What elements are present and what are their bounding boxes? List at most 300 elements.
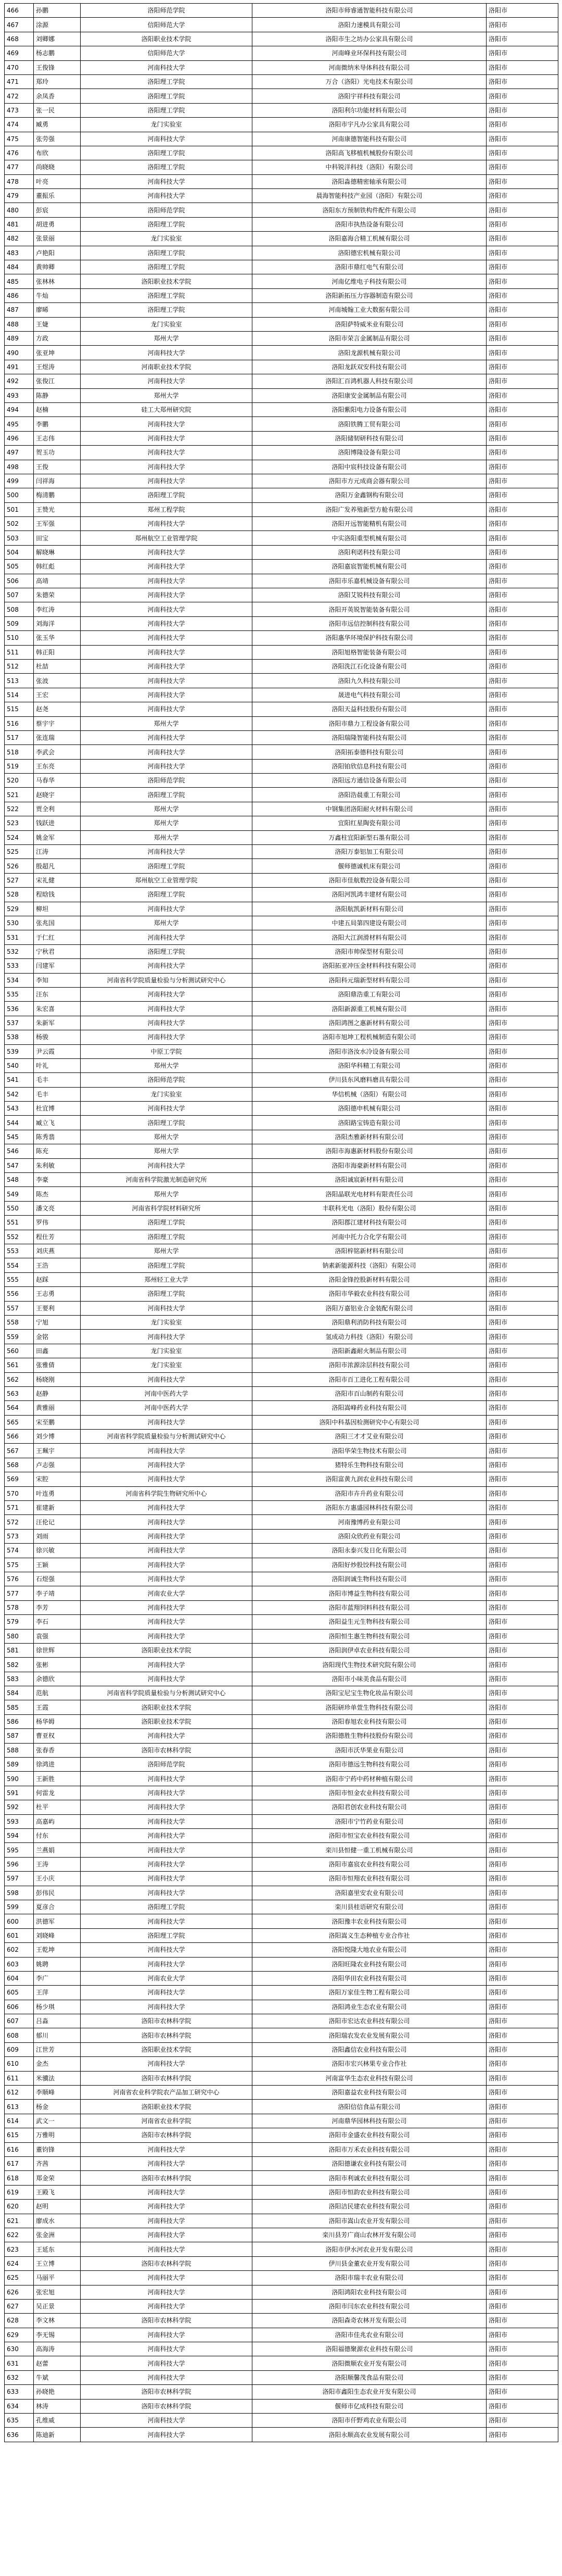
table-row <box>5 645 558 659</box>
table-row <box>5 1144 558 1158</box>
company-cell: 洛阳市鼎力工程设备有限公司 <box>252 716 487 730</box>
city-cell: 洛阳市 <box>487 517 558 531</box>
person-name-cell: 王军强 <box>34 517 81 531</box>
company-cell: 洛阳拓亚冲压金材料科技有限公司 <box>252 959 487 973</box>
row-number-cell: 605 <box>5 1986 34 2000</box>
person-name-cell: 毛丰 <box>34 1073 81 1087</box>
university-cell: 龙门实验室 <box>81 317 252 331</box>
city-cell: 洛阳市 <box>487 2086 558 2100</box>
person-name-cell: 刘庆燕 <box>34 1244 81 1258</box>
city-cell: 洛阳市 <box>487 1058 558 1072</box>
university-cell: 河南科技大学 <box>81 1872 252 1886</box>
person-name-cell: 廖成水 <box>34 2214 81 2228</box>
company-cell: 洛阳市蓝翔饲料科技有限公司 <box>252 1600 487 1614</box>
person-name-cell: 梅清鹏 <box>34 488 81 502</box>
company-cell: 洛阳艾锐科技有限公司 <box>252 588 487 602</box>
city-cell: 洛阳市 <box>487 2428 558 2442</box>
row-number-cell: 526 <box>5 859 34 873</box>
person-name-cell: 刘卿娜 <box>34 32 81 46</box>
person-name-cell: 余德欣 <box>34 1672 81 1686</box>
table-row <box>5 260 558 274</box>
person-name-cell: 李广 <box>34 1971 81 1985</box>
city-cell: 洛阳市 <box>487 1829 558 1843</box>
city-cell: 洛阳市 <box>487 1358 558 1372</box>
person-name-cell: 张金洲 <box>34 2228 81 2242</box>
row-number-cell: 611 <box>5 2071 34 2085</box>
university-cell: 河南科技大学 <box>81 1572 252 1586</box>
row-number-cell: 533 <box>5 959 34 973</box>
person-name-cell: 孔维威 <box>34 2414 81 2428</box>
person-name-cell: 宁旭 <box>34 1315 81 1329</box>
city-cell: 洛阳市 <box>487 189 558 203</box>
row-number-cell: 490 <box>5 346 34 360</box>
company-cell: 洛阳市宏达农业科技有限公司 <box>252 2014 487 2028</box>
person-name-cell: 王新胜 <box>34 1772 81 1786</box>
person-name-cell: 程仕芳 <box>34 1230 81 1244</box>
city-cell: 洛阳市 <box>487 260 558 274</box>
university-cell: 洛阳师范学院 <box>81 4 252 18</box>
row-number-cell: 602 <box>5 1943 34 1957</box>
row-number-cell: 486 <box>5 288 34 302</box>
table-row <box>5 160 558 174</box>
table-row <box>5 1843 558 1857</box>
person-name-cell: 赵踩 <box>34 1272 81 1286</box>
company-cell: 洛阳旭格智能装备有限公司 <box>252 645 487 659</box>
city-cell: 洛阳市 <box>487 1786 558 1800</box>
table-row <box>5 2128 558 2142</box>
person-name-cell: 程晗钱 <box>34 888 81 902</box>
city-cell: 洛阳市 <box>487 46 558 60</box>
city-cell: 洛阳市 <box>487 1686 558 1700</box>
company-cell: 洛阳市瑞丰农业有限公司 <box>252 2271 487 2285</box>
company-cell: 洛阳市执热设备有限公司 <box>252 217 487 231</box>
company-cell: 洛阳市恒韵农业科技有限公司 <box>252 2185 487 2199</box>
person-name-cell: 郑玲 <box>34 74 81 89</box>
city-cell: 洛阳市 <box>487 74 558 89</box>
table-row <box>5 1258 558 1272</box>
city-cell: 洛阳市 <box>487 1558 558 1572</box>
table-row <box>5 2185 558 2199</box>
row-number-cell: 601 <box>5 1928 34 1942</box>
company-cell: 洛阳润伊卓农业科技有限公司 <box>252 1643 487 1657</box>
person-name-cell: 赵楠 <box>34 402 81 416</box>
person-name-cell: 徐世辉 <box>34 1643 81 1657</box>
university-cell: 河南科技大学 <box>81 1629 252 1643</box>
table-row <box>5 203 558 217</box>
table-row <box>5 688 558 702</box>
table-row <box>5 888 558 902</box>
table-row <box>5 1472 558 1486</box>
person-name-cell: 臧勇 <box>34 118 81 132</box>
company-cell: 洛阳中宸科技设备有限公司 <box>252 460 487 474</box>
row-number-cell: 520 <box>5 774 34 788</box>
person-name-cell: 王婕 <box>34 317 81 331</box>
row-number-cell: 473 <box>5 103 34 117</box>
city-cell: 洛阳市 <box>487 118 558 132</box>
company-cell: 晟进电气科技有限公司 <box>252 688 487 702</box>
row-number-cell: 621 <box>5 2214 34 2228</box>
person-name-cell: 杜喆 <box>34 659 81 673</box>
company-cell: 洛阳德谦农业科技有限公司 <box>252 2156 487 2170</box>
city-cell: 洛阳市 <box>487 1372 558 1386</box>
university-cell: 河南科技大学 <box>81 1986 252 2000</box>
company-cell: 洛阳嵩义生态种植专业合作社 <box>252 1928 487 1942</box>
company-cell: 洛阳市沃华果业有限公司 <box>252 1743 487 1757</box>
person-name-cell: 吕淼 <box>34 2014 81 2028</box>
university-cell: 河南省农业科学院农产品加工研究中心 <box>81 2086 252 2100</box>
row-number-cell: 529 <box>5 902 34 916</box>
person-name-cell: 王小庆 <box>34 1872 81 1886</box>
table-row <box>5 2314 558 2328</box>
person-name-cell: 王殿飞 <box>34 2185 81 2199</box>
person-name-cell: 王乾坤 <box>34 1943 81 1957</box>
row-number-cell: 569 <box>5 1472 34 1486</box>
row-number-cell: 613 <box>5 2100 34 2114</box>
company-cell: 河南中托力合化学有限公司 <box>252 1230 487 1244</box>
university-cell: 河南科技大学 <box>81 1102 252 1116</box>
city-cell: 洛阳市 <box>487 1758 558 1772</box>
university-cell: 郑州大学 <box>81 1144 252 1158</box>
person-name-cell: 罗伟 <box>34 1216 81 1230</box>
university-cell: 河南科技大学 <box>81 1886 252 1900</box>
table-row <box>5 2256 558 2270</box>
company-cell: 洛阳东方惠盛园林科技有限公司 <box>252 1501 487 1515</box>
table-row <box>5 1201 558 1215</box>
university-cell: 龙门实验室 <box>81 118 252 132</box>
university-cell: 河南科技大学 <box>81 2299 252 2313</box>
company-cell: 洛阳博隆设备有限公司 <box>252 446 487 460</box>
table-row <box>5 1700 558 1714</box>
university-cell: 河南科技大学 <box>81 1016 252 1030</box>
row-number-cell: 492 <box>5 374 34 388</box>
company-cell: 洛阳浩晨重工有限公司 <box>252 788 487 802</box>
table-row <box>5 1971 558 1985</box>
university-cell: 洛阳理工学院 <box>81 217 252 231</box>
company-cell: 洛阳市方元成商会器有限公司 <box>252 474 487 488</box>
city-cell: 洛阳市 <box>487 2000 558 2014</box>
row-number-cell: 618 <box>5 2171 34 2185</box>
university-cell: 河南科技大学 <box>81 688 252 702</box>
row-number-cell: 487 <box>5 303 34 317</box>
university-cell: 河南科技大学 <box>81 517 252 531</box>
city-cell: 洛阳市 <box>487 631 558 645</box>
city-cell: 洛阳市 <box>487 616 558 630</box>
city-cell: 洛阳市 <box>487 232 558 246</box>
person-name-cell: 闫祥海 <box>34 474 81 488</box>
person-name-cell: 李武会 <box>34 745 81 759</box>
row-number-cell: 501 <box>5 502 34 516</box>
row-number-cell: 595 <box>5 1843 34 1857</box>
city-cell: 洛阳市 <box>487 2214 558 2228</box>
company-cell: 河南峰业环保科技有限公司 <box>252 46 487 60</box>
company-cell: 河南鼎华园林科技有限公司 <box>252 2114 487 2128</box>
university-cell: 河南科技大学 <box>81 417 252 431</box>
table-row <box>5 845 558 859</box>
university-cell: 河南科技大学 <box>81 1544 252 1558</box>
person-name-cell: 江涛 <box>34 845 81 859</box>
company-cell: 洛阳市海豪新材料有限公司 <box>252 1158 487 1172</box>
company-cell: 洛阳市恒翔农业科技有限公司 <box>252 1872 487 1886</box>
table-row <box>5 374 558 388</box>
person-name-cell: 宋至鹏 <box>34 1415 81 1429</box>
row-number-cell: 550 <box>5 1201 34 1215</box>
university-cell: 河南科技大学 <box>81 930 252 944</box>
person-name-cell: 毛丰 <box>34 1087 81 1101</box>
row-number-cell: 507 <box>5 588 34 602</box>
city-cell: 洛阳市 <box>487 89 558 103</box>
university-cell: 洛阳理工学院 <box>81 288 252 302</box>
company-cell: 洛阳豫丰农业科技有限公司 <box>252 1914 487 1928</box>
table-row <box>5 1415 558 1429</box>
table-row <box>5 2385 558 2399</box>
city-cell: 洛阳市 <box>487 1030 558 1044</box>
row-number-cell: 544 <box>5 1116 34 1130</box>
table-row <box>5 388 558 402</box>
person-name-cell: 王宏 <box>34 688 81 702</box>
company-cell: 洛阳金锋控股新材料有限公司 <box>252 1272 487 1286</box>
city-cell: 洛阳市 <box>487 1201 558 1215</box>
company-cell: 洛阳市宁竹药业有限公司 <box>252 1814 487 1828</box>
city-cell: 洛阳市 <box>487 1914 558 1928</box>
table-row <box>5 232 558 246</box>
company-cell: 河南城翰工业大数据有限公司 <box>252 303 487 317</box>
company-cell: 洛阳利尔功能材料有限公司 <box>252 103 487 117</box>
city-cell: 洛阳市 <box>487 2128 558 2142</box>
company-cell: 洛阳开英锐智能装备有限公司 <box>252 602 487 616</box>
person-name-cell: 杨晓刚 <box>34 1372 81 1386</box>
row-number-cell: 481 <box>5 217 34 231</box>
person-name-cell: 贺玉功 <box>34 446 81 460</box>
company-cell: 河南康德智能科技有限公司 <box>252 132 487 146</box>
university-cell: 河南科技大学 <box>81 987 252 1001</box>
university-cell: 郑州大学 <box>81 388 252 402</box>
person-name-cell: 刘晓峰 <box>34 1928 81 1942</box>
table-row <box>5 2356 558 2370</box>
company-cell: 洛阳嘉益农业科技有限公司 <box>252 2086 487 2100</box>
table-row <box>5 1686 558 1700</box>
city-cell: 洛阳市 <box>487 602 558 616</box>
table-row <box>5 103 558 117</box>
city-cell: 洛阳市 <box>487 1700 558 1714</box>
table-row <box>5 189 558 203</box>
person-name-cell: 张亚坤 <box>34 346 81 360</box>
person-name-cell: 杨少琪 <box>34 2000 81 2014</box>
row-number-cell: 548 <box>5 1173 34 1187</box>
company-cell: 洛阳瑞隆智能科技有限公司 <box>252 730 487 744</box>
company-cell: 洛阳路宝铸造有限公司 <box>252 1116 487 1130</box>
city-cell: 洛阳市 <box>487 274 558 288</box>
row-number-cell: 472 <box>5 89 34 103</box>
city-cell: 洛阳市 <box>487 2156 558 2170</box>
university-cell: 洛阳市农林科学院 <box>81 2014 252 2028</box>
city-cell: 洛阳市 <box>487 1272 558 1286</box>
university-cell: 河南科技大学 <box>81 2271 252 2285</box>
company-cell: 洛阳市恒宝农业科技有限公司 <box>252 1829 487 1843</box>
person-name-cell: 崔建新 <box>34 1501 81 1515</box>
person-name-cell: 张宏旭 <box>34 2285 81 2299</box>
university-cell: 洛阳理工学院 <box>81 788 252 802</box>
table-row <box>5 1943 558 1957</box>
person-name-cell: 闫建军 <box>34 959 81 973</box>
company-cell: 伊川县金董农业开发有限公司 <box>252 2256 487 2270</box>
person-name-cell: 涂源 <box>34 18 81 32</box>
university-cell: 河南科技大学 <box>81 1957 252 1971</box>
table-row <box>5 1344 558 1358</box>
table-row <box>5 930 558 944</box>
university-cell: 河南科技大学 <box>81 745 252 759</box>
university-cell: 洛阳理工学院 <box>81 246 252 260</box>
city-cell: 洛阳市 <box>487 217 558 231</box>
company-cell: 洛阳森奇农林开发有限公司 <box>252 2314 487 2328</box>
person-name-cell: 解晓琳 <box>34 545 81 559</box>
table-row <box>5 1800 558 1814</box>
company-cell: 洛阳市利诚农业科技有限公司 <box>252 2171 487 2185</box>
row-number-cell: 614 <box>5 2114 34 2128</box>
city-cell: 洛阳市 <box>487 1087 558 1101</box>
university-cell: 洛阳理工学院 <box>81 160 252 174</box>
city-cell: 洛阳市 <box>487 2071 558 2085</box>
table-row <box>5 346 558 360</box>
row-number-cell: 530 <box>5 916 34 930</box>
university-cell: 洛阳理工学院 <box>81 1900 252 1914</box>
table-row <box>5 217 558 231</box>
table-row <box>5 759 558 773</box>
table-row <box>5 1772 558 1786</box>
row-number-cell: 471 <box>5 74 34 89</box>
city-cell: 洛阳市 <box>487 1800 558 1814</box>
row-number-cell: 615 <box>5 2128 34 2142</box>
city-cell: 洛阳市 <box>487 2370 558 2384</box>
company-cell: 晨海智能科技产业园（洛阳）有限公司 <box>252 189 487 203</box>
person-name-cell: 赵晓宇 <box>34 788 81 802</box>
university-cell: 河南科技大学 <box>81 1600 252 1614</box>
row-number-cell: 588 <box>5 1743 34 1757</box>
university-cell: 洛阳理工学院 <box>81 944 252 958</box>
company-cell: 洛阳市仟野鸡农业有限公司 <box>252 2414 487 2428</box>
row-number-cell: 607 <box>5 2014 34 2028</box>
university-cell: 洛阳职业技术学院 <box>81 1643 252 1657</box>
table-row <box>5 502 558 516</box>
row-number-cell: 635 <box>5 2414 34 2428</box>
university-cell: 郑州大学 <box>81 716 252 730</box>
university-cell: 洛阳市农林科学院 <box>81 2028 252 2042</box>
company-cell: 洛阳鸿阳农业科技有限公司 <box>252 2285 487 2299</box>
city-cell: 洛阳市 <box>487 1615 558 1629</box>
table-row <box>5 659 558 673</box>
row-number-cell: 568 <box>5 1458 34 1472</box>
company-cell: 洛阳富黄九润农业科技有限公司 <box>252 1472 487 1486</box>
company-cell: 栾川县桂语研究有限公司 <box>252 1900 487 1914</box>
table-row <box>5 1829 558 1843</box>
person-name-cell: 范航 <box>34 1686 81 1700</box>
person-name-cell: 布欣 <box>34 146 81 160</box>
person-name-cell: 臧立飞 <box>34 1116 81 1130</box>
company-cell: 洛阳万泰铝加工有限公司 <box>252 845 487 859</box>
row-number-cell: 470 <box>5 60 34 74</box>
company-cell: 洛阳市生之坊办公家具有限公司 <box>252 32 487 46</box>
company-cell: 洛阳春旭农业科技有限公司 <box>252 1714 487 1728</box>
university-cell: 郑州大学 <box>81 1244 252 1258</box>
company-cell: 万鑫柱宜阳新型石墨有限公司 <box>252 830 487 844</box>
table-row <box>5 574 558 588</box>
table-row <box>5 1401 558 1415</box>
company-cell: 洛阳市百山制药有限公司 <box>252 1386 487 1400</box>
company-cell: 洛阳益生元生物科技有限公司 <box>252 1615 487 1629</box>
person-name-cell: 张玉华 <box>34 631 81 645</box>
city-cell: 洛阳市 <box>487 103 558 117</box>
table-row <box>5 1572 558 1586</box>
person-name-cell: 卢艳阳 <box>34 246 81 260</box>
person-name-cell: 郑金荣 <box>34 2171 81 2185</box>
table-row <box>5 174 558 188</box>
city-cell: 洛阳市 <box>487 2014 558 2028</box>
company-cell: 洛阳旺隆农业科技有限公司 <box>252 1957 487 1971</box>
company-cell: 洛阳鑫信农业科技有限公司 <box>252 2042 487 2056</box>
city-cell: 洛阳市 <box>487 4 558 18</box>
company-cell: 洛阳开远智能精机有限公司 <box>252 517 487 531</box>
company-cell: 洛阳铁腾工贸有限公司 <box>252 417 487 431</box>
university-cell: 河南职业技术学院 <box>81 360 252 374</box>
university-cell: 河南省科学院激光制造研究所 <box>81 1173 252 1187</box>
university-cell: 洛阳理工学院 <box>81 1230 252 1244</box>
city-cell: 洛阳市 <box>487 203 558 217</box>
city-cell: 洛阳市 <box>487 1016 558 1030</box>
person-name-cell: 曹亚权 <box>34 1729 81 1743</box>
city-cell: 洛阳市 <box>487 2285 558 2299</box>
person-name-cell: 钱跃进 <box>34 816 81 830</box>
company-cell: 洛阳市伊水河农业开发有限公司 <box>252 2242 487 2256</box>
company-cell: 洛阳众欣药业有限公司 <box>252 1529 487 1543</box>
university-cell: 郑州大学 <box>81 1187 252 1201</box>
row-number-cell: 578 <box>5 1600 34 1614</box>
company-cell: 洛阳信信食品有限公司 <box>252 2100 487 2114</box>
person-name-cell: 张俊江 <box>34 374 81 388</box>
company-cell: 洛阳嵩峰药业科技有限公司 <box>252 1401 487 1415</box>
row-number-cell: 593 <box>5 1814 34 1828</box>
person-name-cell: 陈杰 <box>34 1187 81 1201</box>
table-row <box>5 1130 558 1144</box>
university-cell: 河南省科学院材料研究所 <box>81 1201 252 1215</box>
row-number-cell: 496 <box>5 431 34 445</box>
row-number-cell: 609 <box>5 2042 34 2056</box>
person-name-cell: 张雅倩 <box>34 1358 81 1372</box>
row-number-cell: 575 <box>5 1558 34 1572</box>
company-cell: 洛阳洁民建农业科技有限公司 <box>252 2200 487 2214</box>
person-name-cell: 李文林 <box>34 2314 81 2328</box>
university-cell: 河南科技大学 <box>81 730 252 744</box>
table-row <box>5 1430 558 1444</box>
city-cell: 洛阳市 <box>487 431 558 445</box>
person-name-cell: 贾全利 <box>34 802 81 816</box>
person-name-cell: 孙鹏 <box>34 4 81 18</box>
company-cell: 丰联科光电（洛阳）股份有限公司 <box>252 1201 487 1215</box>
company-cell: 洛阳晶联光电材料有限责任公司 <box>252 1187 487 1201</box>
university-cell: 河南科技大学 <box>81 1330 252 1344</box>
city-cell: 洛阳市 <box>487 1230 558 1244</box>
row-number-cell: 469 <box>5 46 34 60</box>
row-number-cell: 521 <box>5 788 34 802</box>
table-row <box>5 2285 558 2299</box>
company-cell: 栾川县芳广商山农林开发有限公司 <box>252 2228 487 2242</box>
city-cell: 洛阳市 <box>487 531 558 545</box>
city-cell: 洛阳市 <box>487 1600 558 1614</box>
university-cell: 信阳师范大学 <box>81 46 252 60</box>
table-row <box>5 1501 558 1515</box>
table-row <box>5 916 558 930</box>
row-number-cell: 582 <box>5 1658 34 1672</box>
city-cell: 洛阳市 <box>487 873 558 887</box>
row-number-cell: 493 <box>5 388 34 402</box>
